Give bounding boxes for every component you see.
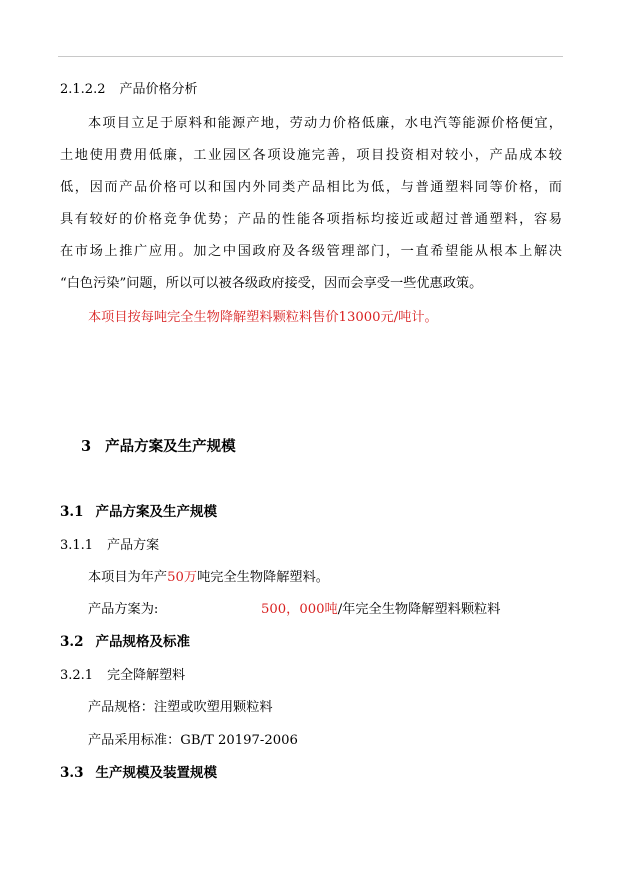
- capacity-sentence: 本项目为年产50万吨完全生物降解塑料。: [88, 570, 329, 585]
- heading-3-2-1: [60, 666, 185, 686]
- plan-value-line: 500，000吨/年完全生物降解塑料颗粒料: [261, 602, 501, 617]
- heading-number: 3.1: [60, 504, 84, 520]
- price-paragraph-line-5: 在市场上推广应用。加之中国政府及各级管理部门，一直希望能从根本上解决: [60, 244, 564, 259]
- price-note: 本项目按每吨完全生物降解塑料颗粒料售价13000元/吨计。: [88, 310, 438, 325]
- heading-3-1: [60, 502, 217, 522]
- chapter-number: 3: [81, 438, 92, 455]
- plan-label: 产品方案为:: [88, 602, 159, 617]
- chapter-title: 产品方案及生产规模: [105, 438, 236, 455]
- product-spec: 产品规格：注塑或吹塑用颗粒料: [88, 700, 273, 715]
- heading-title: 完全降解塑料: [107, 668, 186, 683]
- heading-number: 3.2: [60, 634, 84, 650]
- heading-number: 3.3: [60, 765, 84, 781]
- price-paragraph-line-2: 土地使用费用低廉，工业园区各项设施完善，项目投资相对较小，产品成本较: [60, 148, 564, 163]
- heading-title: 产品规格及标准: [95, 634, 190, 650]
- heading-number: 2.1.2.2: [60, 82, 106, 97]
- price-paragraph-line-3: 低，因而产品价格可以和国内外同类产品相比为低，与普通塑料同等价格，而: [60, 180, 564, 195]
- plan-value: 500，000吨: [261, 602, 338, 617]
- heading-title: 产品方案及生产规模: [95, 504, 217, 520]
- heading-3-3: [60, 763, 217, 783]
- header-rule: [58, 56, 563, 57]
- capacity-value: 50万: [167, 570, 198, 585]
- chapter-3-heading: [81, 437, 236, 457]
- heading-title: 产品方案: [107, 538, 160, 553]
- price-paragraph-line-4: 具有较好的价格竞争优势；产品的性能各项指标均接近或超过普通塑料，容易: [60, 212, 564, 227]
- heading-2-1-2-2: [60, 80, 198, 100]
- product-standard: 产品采用标准：GB/T 20197-2006: [88, 733, 298, 748]
- heading-3-1-1: [60, 536, 159, 556]
- price-paragraph-line-1: 本项目立足于原料和能源产地，劳动力价格低廉，水电汽等能源价格便宜，: [88, 116, 564, 131]
- price-paragraph-line-6: “白色污染”问题，所以可以被各级政府接受，因而会享受一些优惠政策。: [60, 276, 483, 291]
- heading-number: 3.1.1: [60, 538, 94, 553]
- heading-number: 3.2.1: [60, 668, 94, 683]
- heading-3-2: [60, 632, 190, 652]
- heading-title: 生产规模及装置规模: [95, 765, 217, 781]
- heading-title: 产品价格分析: [119, 82, 198, 97]
